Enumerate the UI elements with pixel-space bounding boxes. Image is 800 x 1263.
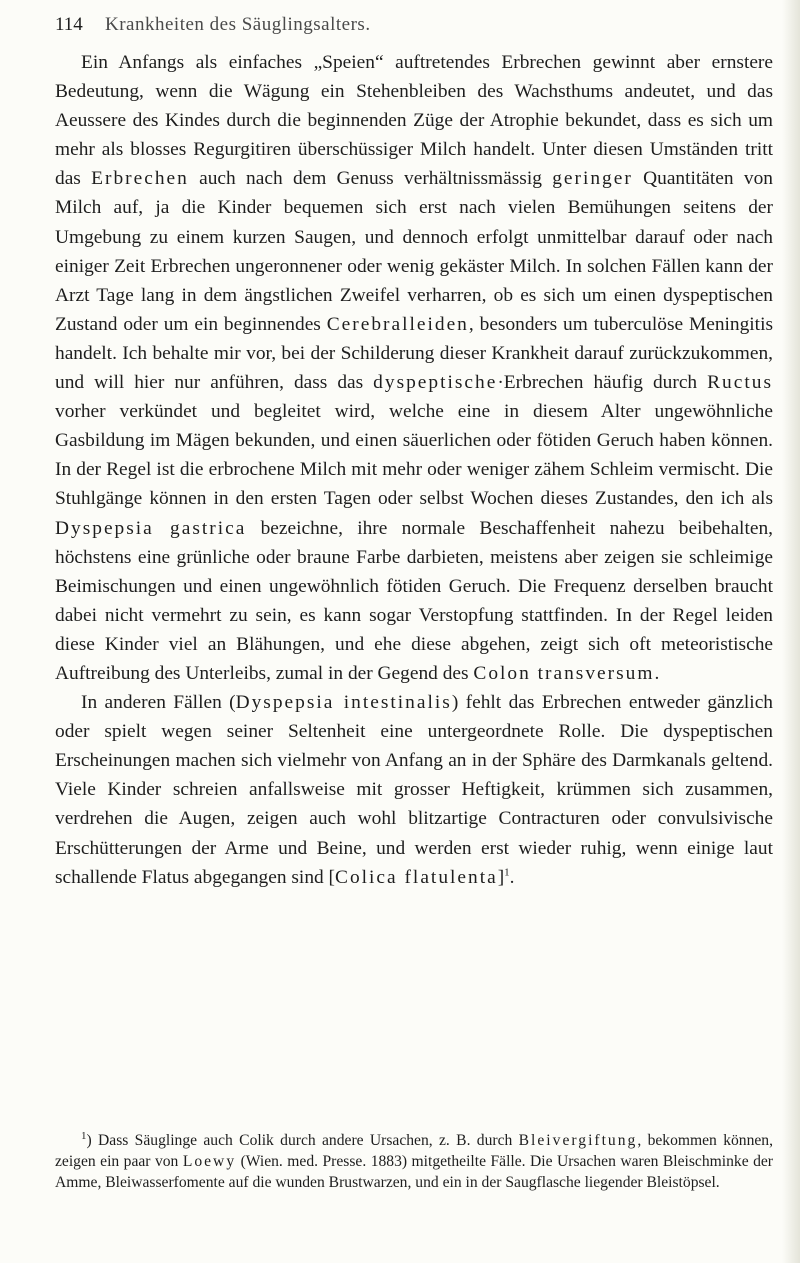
- spaced-term: Cerebralleiden: [326, 313, 469, 335]
- spaced-term: Loewy: [182, 1153, 237, 1170]
- spaced-term: geringer: [552, 168, 633, 190]
- footnote-ref[interactable]: 1: [504, 866, 510, 879]
- text-run: In anderen Fällen (: [81, 692, 236, 714]
- footnote-marker: 1: [81, 1129, 87, 1142]
- spaced-term: Colica flatulenta: [335, 866, 498, 888]
- spaced-term: dyspeptische: [373, 372, 498, 394]
- paragraph-2: [55, 688, 773, 892]
- footnotes: [55, 1130, 773, 1193]
- spaced-term: Bleivergiftung: [518, 1132, 638, 1149]
- spaced-term: Ructus: [707, 372, 773, 394]
- text-run: ·Erbrechen häufig durch: [497, 372, 708, 394]
- text-run: .: [509, 866, 515, 888]
- page-number: 114: [55, 14, 83, 35]
- text-run: vorher verkündet und begleitet wird, welche eine in diesem Alter ungewöhnliche Gasbildung im Mägen bekunden, und einen säuerlichen oder fötiden Geruch haben können. In der Regel ist die erbrochene Milch mit mehr oder weniger zähem Schleim vermischt. Die Stuhlgänge können in den ersten Tagen oder selbst Wochen dieses Zustandes, den ich als: [55, 401, 773, 510]
- running-head: Krankheiten des Säuglingsalters.: [105, 14, 371, 35]
- text-run: ) fehlt das Erbrechen entweder gänzlich oder spielt wegen seiner Seltenheit eine untergeordnete Rolle. Die dyspeptischen Erscheinungen machen sich vielmehr von Anfang an in der Sphäre des Darmkanals geltend. Viele Kinder schreien anfallsweise mit grosser Heftigkeit, krümmen sich zusammen, verdrehen die Augen, zeigen auch wohl blitzartige Contracturen oder convulsivische Erschütterungen der Arme und Beine, und werden erst wieder ruhig, wenn einige laut schallende Flatus abgegangen sind [: [55, 692, 774, 888]
- text-run: ) Dass Säuglinge auch Colik durch andere Ursachen, z. B. durch: [86, 1132, 519, 1149]
- spaced-term: Dyspepsia intestinalis: [235, 692, 452, 714]
- text-run: bezeichne, ihre normale Beschaffenheit nahezu beibehalten, höchstens eine grünliche oder braune Farbe darbieten, meistens aber zeigen sie schleimige Beimischungen und einen ungewöhnlich fötiden Geruch. Die Frequenz derselben braucht dabei nicht vermehrt zu sein, es kann sogar Verstopfung stattfinden. In der Regel leiden diese Kinder viel an Blähungen, und ehe diese abgehen, zeigt sich oft meteoristische Auftreibung des Unterleibs, zumal in der Gegend des: [55, 517, 773, 684]
- spaced-term: Colon transversum: [473, 662, 655, 684]
- text-run: .: [654, 662, 660, 684]
- text-run: auch nach dem Genuss verhältnissmässig: [188, 168, 553, 190]
- page-edge-shadow: [782, 0, 800, 1263]
- paragraph-1: [55, 48, 773, 688]
- text-run: Ein Anfangs als einfaches „Speien“ auftretendes Erbrechen gewinnt aber ernstere Bedeutung, wenn die Wägung ein Stehenbleiben des Wachsthums andeutet, und das Aeussere des Kindes durch die beginnenden Züge der Atrophie bekundet, dass es sich um mehr als blosses Regurgitiren überschüssiger Milch handelt. Unter diesen Umständen tritt das: [55, 52, 773, 190]
- spaced-term: Dyspepsia gastrica: [55, 517, 247, 539]
- text-run: Quantitäten von Milch auf, ja die Kinder bequemen sich erst nach vielen Bemühungen seitens der Umgebung zu einem kurzen Saugen, und dennoch erfolgt unmittelbar darauf oder nach einiger Zeit Erbrechen ungeronnener oder wenig gekäster Milch. In solchen Fällen kann der Arzt Tage lang in dem ängstlichen Zweifel verharren, ob es sich um einen dyspeptischen Zustand oder um ein beginnendes: [55, 168, 773, 335]
- page-header: [55, 14, 745, 36]
- text-run: , bekommen können, zeigen ein paar von: [55, 1132, 773, 1170]
- text-run: ]: [497, 866, 505, 888]
- footnote-1: [55, 1130, 773, 1193]
- body-text: [55, 48, 773, 892]
- spaced-term: Erbrechen: [91, 168, 189, 190]
- text-run: (Wien. med. Presse. 1883) mitgetheilte Fälle. Die Ursachen waren Bleischminke der Amme, Bleiwasserfomente auf die wunden Brustwarzen, und ein in der Saugflasche liegender Bleistöpsel.: [55, 1153, 773, 1191]
- text-run: , besonders um tuberculöse Meningitis handelt. Ich behalte mir vor, bei der Schilderung dieser Krankheit darauf zurückzukommen, und will hier nur anführen, dass das: [55, 313, 774, 394]
